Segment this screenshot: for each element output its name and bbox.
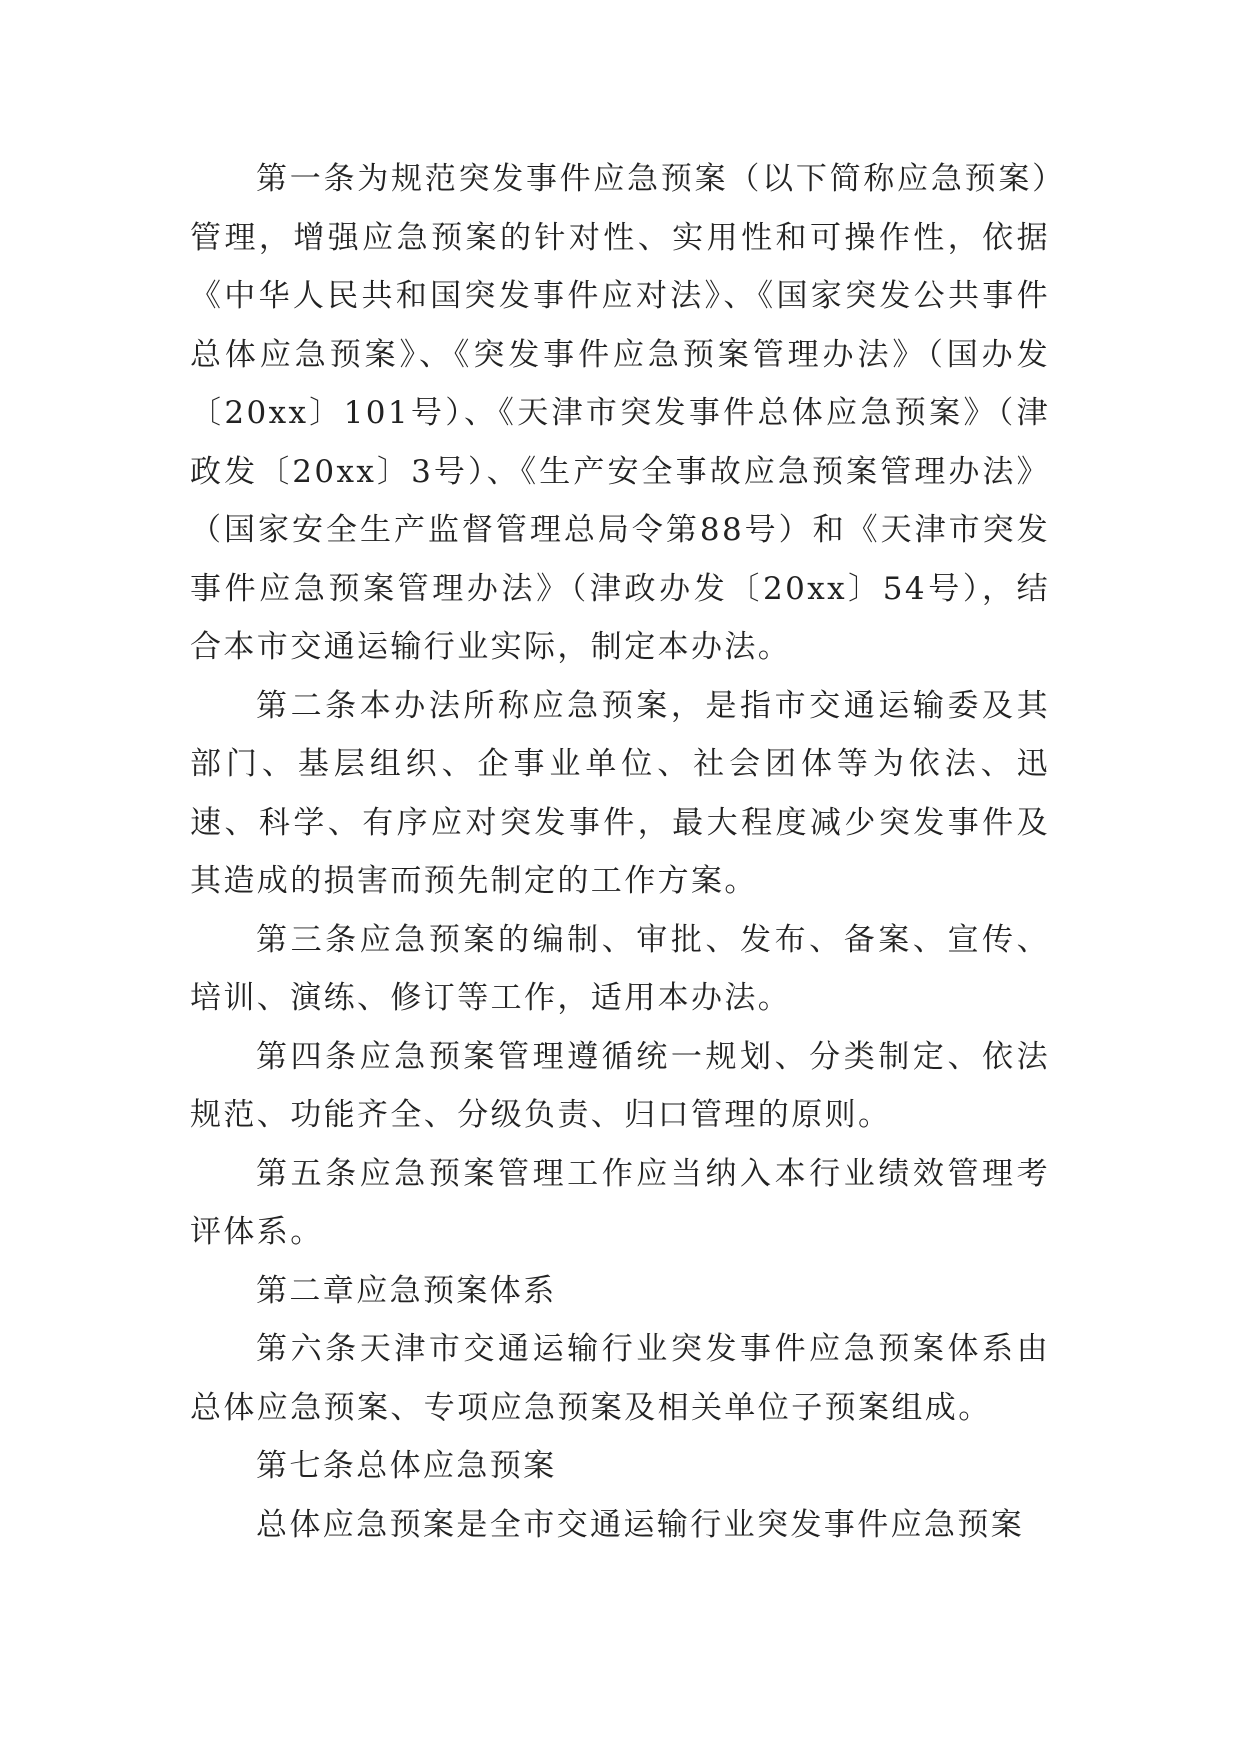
paragraph-article-6: 第六条天津市交通运输行业突发事件应急预案体系由总体应急预案、专项应急预案及相关单位子预案组成。 [190, 1331, 1050, 1426]
paragraph-article-3: 第三条应急预案的编制、审批、发布、备案、宣传、培训、演练、修订等工作，适用本办法。 [190, 921, 1050, 1016]
paragraph-article-2: 第二条本办法所称应急预案，是指市交通运输委及其部门、基层组织、企事业单位、社会团体等为依法、迅速、科学、有序应对突发事件，最大程度减少突发事件及其造成的损害而预先制定的工作方案。 [190, 687, 1050, 899]
paragraph-article-7-heading: 第七条总体应急预案 [256, 1448, 557, 1484]
document-page [190, 150, 1050, 1554]
paragraph-article-5: 第五条应急预案管理工作应当纳入本行业绩效管理考评体系。 [190, 1155, 1050, 1250]
chapter-heading: 第二章应急预案体系 [256, 1272, 557, 1309]
paragraph-article-7-body: 总体应急预案是全市交通运输行业突发事件应急预案 [256, 1506, 1025, 1543]
paragraph-article-4: 第四条应急预案管理遵循统一规划、分类制定、依法规范、功能齐全、分级负责、归口管理的原则。 [190, 1038, 1050, 1133]
paragraph-article-1: 第一条为规范突发事件应急预案（以下简称应急预案）管理，增强应急预案的针对性、实用性和可操作性，依据《中华人民共和国突发事件应对法》、《国家突发公共事件总体应急预案》、《突发事件应急预案管理办法》（国办发〔20xx〕101号）、《天津市突发事件总体应急预案》（津政发〔20xx〕3号）、《生产安全事故应急预案管理办法》（国家安全生产监督管理总局令第88号）和《天津市突发事件应急预案管理办法》（津政办发〔20xx〕54号），结合本市交通运输行业实际，制定本办法。 [190, 161, 1050, 665]
